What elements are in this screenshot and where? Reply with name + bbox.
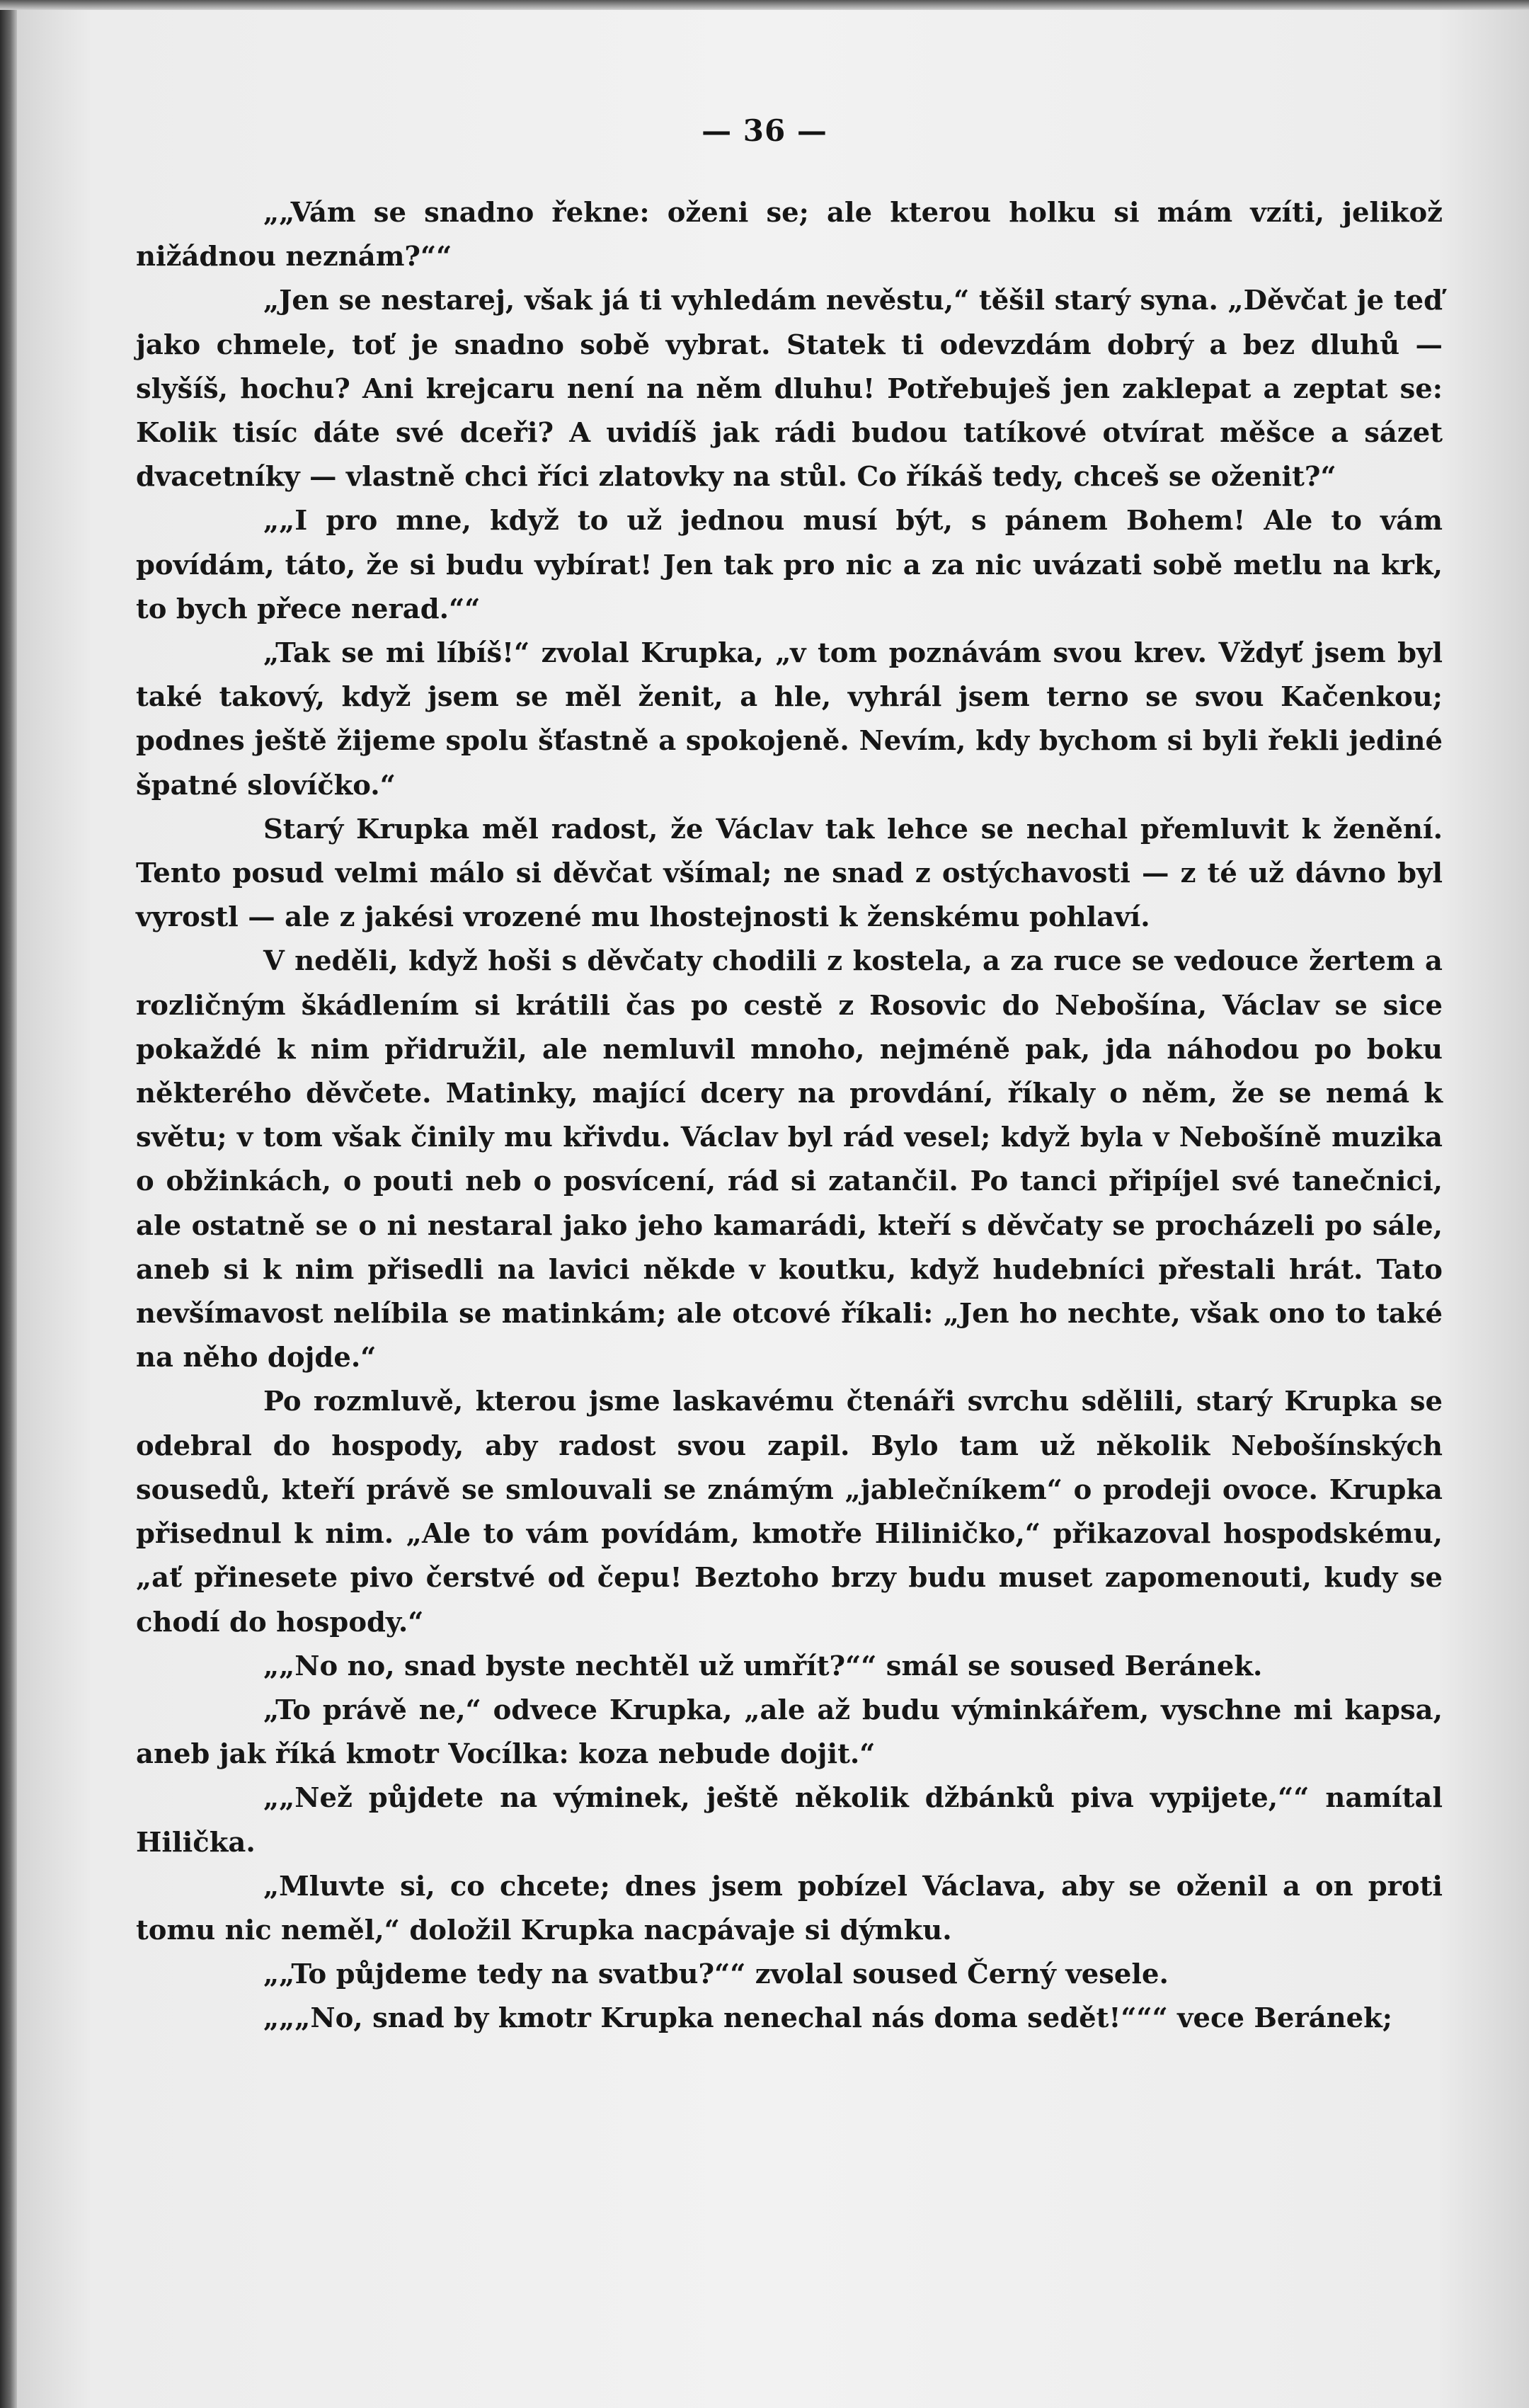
page-number: — 36 — — [701, 113, 828, 148]
paragraph-8: „„No no, snad byste nechtěl už umřít?““ smál se soused Beránek. — [263, 1650, 1263, 1682]
paragraph-4: „Tak se mi líbíš!“ zvolal Krupka, „v tom poznávám svou krev. Vždyť jsem byl také takový, když jsem se měl ženit, a hle, vyhrál jsem terno se svou Kačenkou; podnes ještě žijeme spolu šťastně a spokojeně. Nevím, kdy bychom si byli řekli jediné špatné slovíčko.“ — [136, 637, 1443, 801]
paragraph-6: V neděli, když hoši s děvčaty chodili z kostela, a za ruce se vedouce žertem a rozličným škádlením si krátili čas po cestě z Rosovic do Nebošína, Václav se sice pokaždé k nim přidružil, ale nemluvil mnoho, nejméně pak, jda náhodou po boku některého děvčete. Matinky, mající dcery na provdání, říkaly o něm, že se nemá k světu; v tom však činily mu křivdu. Václav byl rád vesel; když byla v Nebošíně muzika o obžinkách, o pouti neb o posvícení, rád si zatančil. Po tanci připíjel své tanečnici, ale ostatně se o ni nestaral jako jeho kamarádi, kteří s děvčaty se procházeli po sále, aneb si k nim přisedli na lavici někde v koutku, když hudebníci přestali hrát. Tato nevšímavost nelíbila se matinkám; ale otcové říkali: „Jen ho nechte, však ono to také na něho dojde.“ — [136, 945, 1443, 1374]
body-text — [136, 191, 1443, 2041]
page-binding-edge — [0, 0, 17, 2408]
paragraph-11: „Mluvte si, co chcete; dnes jsem pobízel Václava, aby se oženil a on proti tomu nic neměl,“ doložil Krupka nacpávaje si dýmku. — [136, 1870, 1443, 1946]
paragraph-9: „To právě ne,“ odvece Krupka, „ale až budu výminkářem, vyschne mi kapsa, aneb jak říká kmotr Vocílka: koza nebude dojit.“ — [136, 1694, 1443, 1771]
paragraph-5: Starý Krupka měl radost, že Václav tak lehce se nechal přemluvit k ženění. Tento posud velmi málo si děvčat všímal; ne snad z ostýchavosti — z té už dávno byl vyrostl — ale z jakési vrozené mu lhostejnosti k ženskému pohlaví. — [136, 813, 1443, 934]
paragraph-13: „„„No, snad by kmotr Krupka nenechal nás doma sedět!“““ vece Beránek; — [263, 2002, 1393, 2035]
paragraph-3: „„I pro mne, když to už jednou musí být, s pánem Bohem! Ale to vám povídám, táto, že si budu vybírat! Jen tak pro nic a za nic uvázati sobě metlu na krk, to bych přece nerad.““ — [136, 505, 1443, 625]
paragraph-1: „„Vám se snadno řekne: oženi se; ale kterou holku si mám vzíti, jelikož nižádnou neznám?““ — [136, 197, 1443, 273]
paragraph-7: Po rozmluvě, kterou jsme laskavému čtenáři svrchu sdělili, starý Krupka se odebral do hospody, aby radost svou zapil. Bylo tam už několik Nebošínských sousedů, kteří právě se smlouvali se známým „jablečníkem“ o prodeji ovoce. Krupka přisednul k nim. „Ale to vám povídám, kmotře Hiliničko,“ přikazoval hospodskému, „ať přinesete pivo čerstvé od čepu! Beztoho brzy budu muset zapomenouti, kudy se chodí do hospody.“ — [136, 1386, 1443, 1638]
paragraph-2: „Jen se nestarej, však já ti vyhledám nevěstu,“ těšil starý syna. „Děvčat je teď jako chmele, toť je snadno sobě vybrat. Statek ti odevzdám dobrý a bez dluhů — slyšíš, hochu? Ani krejcaru není na něm dluhu! Potřebuješ jen zaklepat a zeptat se: Kolik tisíc dáte své dceři? A uvidíš jak rádi budou tatíkové otvírat měšce a sázet dvacetníky — vlastně chci říci zlatovky na stůl. Co říkáš tedy, chceš se oženit?“ — [136, 285, 1443, 493]
page-top-edge — [0, 0, 1529, 10]
paragraph-12: „„To půjdeme tedy na svatbu?““ zvolal soused Černý vesele. — [263, 1958, 1169, 1991]
paragraph-10: „„Než půjdete na výminek, ještě několik džbánků piva vypijete,““ namítal Hilička. — [136, 1782, 1443, 1859]
